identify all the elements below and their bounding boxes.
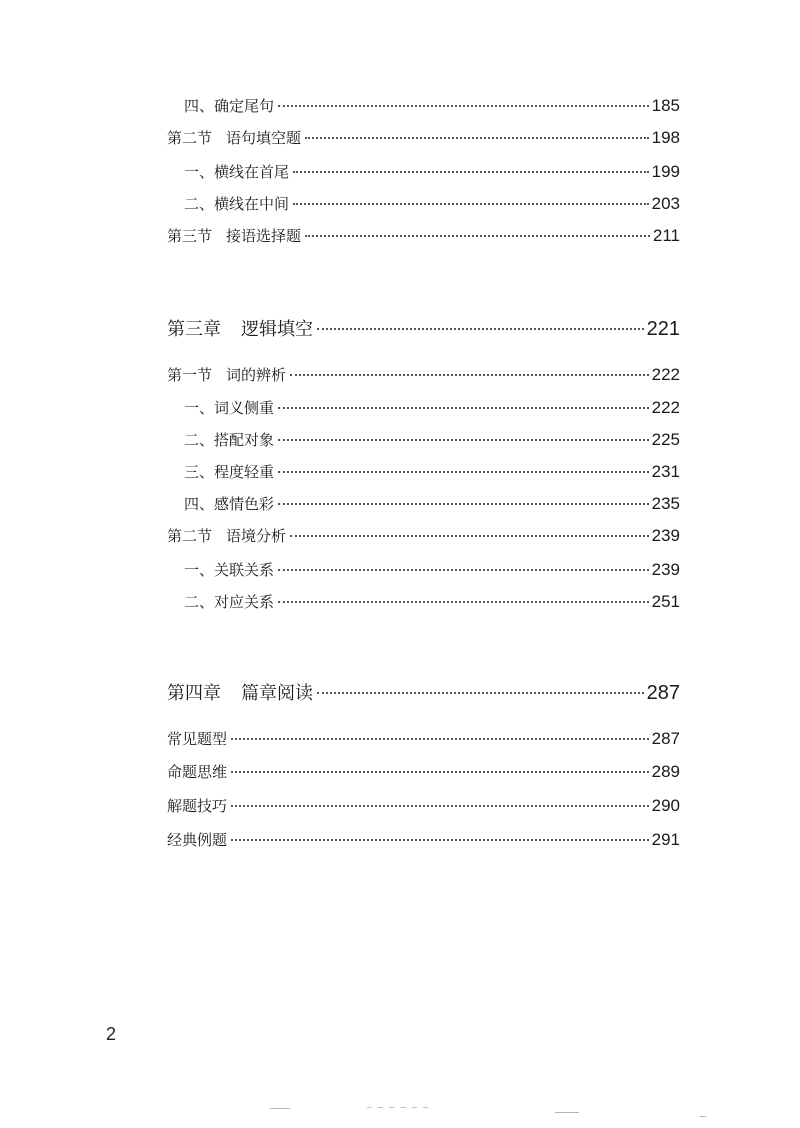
toc-entry-blank-in-middle[interactable] <box>184 194 680 214</box>
toc-entry-classic-examples[interactable] <box>167 830 680 850</box>
toc-entry-page: 222 <box>651 398 680 417</box>
toc-entry-emotional-color[interactable] <box>184 494 680 514</box>
toc-entry-page: 251 <box>651 592 680 611</box>
dot-leader <box>231 839 649 841</box>
toc-entry-title: 接语选择题 <box>226 227 302 245</box>
toc-entry-collocation[interactable] <box>184 430 680 450</box>
toc-entry-correspondence[interactable] <box>184 592 680 612</box>
toc-entry-confirm-final-sentence[interactable] <box>184 96 680 116</box>
toc-entry-title: 一、关联关系 <box>184 561 275 579</box>
dot-leader <box>293 171 649 173</box>
toc-entry-page: 291 <box>651 830 680 849</box>
toc-entry-page: 290 <box>651 796 680 815</box>
toc-entry-page: 235 <box>651 494 680 513</box>
toc-entry-page: 198 <box>651 128 680 147</box>
chapter-title: 篇章阅读 <box>241 683 313 704</box>
toc-entry-degree[interactable] <box>184 462 680 482</box>
chapter-prefix: 第三章 <box>167 319 221 340</box>
dot-leader <box>231 771 649 773</box>
dot-leader <box>305 137 649 139</box>
toc-entry-title: 语境分析 <box>226 527 287 545</box>
toc-chapter-3[interactable] <box>167 317 680 342</box>
toc-entry-solving-techniques[interactable] <box>167 796 680 816</box>
toc-entry-title: 三、程度轻重 <box>184 463 275 481</box>
dot-leader <box>317 328 644 330</box>
toc-entry-title: 四、感情色彩 <box>184 495 275 513</box>
toc-entry-page: 239 <box>651 560 680 579</box>
toc-entry-page: 222 <box>651 365 680 384</box>
toc-entry-title: 二、对应关系 <box>184 593 275 611</box>
toc-entry-title: 一、词义侧重 <box>184 399 275 417</box>
toc-entry-page: 211 <box>652 226 680 245</box>
dot-leader <box>278 569 649 571</box>
dot-leader <box>278 439 649 441</box>
toc-entry-title: 词的辨析 <box>226 366 287 384</box>
chapter-page: 221 <box>646 318 680 340</box>
chapter-page: 287 <box>646 682 680 704</box>
toc-entry-title: 命题思维 <box>167 763 228 781</box>
scan-speck <box>555 1112 579 1113</box>
toc-entry-continuation-choice[interactable] <box>167 226 680 246</box>
dot-leader <box>290 535 649 537</box>
dot-leader <box>290 374 649 376</box>
toc-entry-page: 289 <box>651 762 680 781</box>
scan-speck <box>270 1108 290 1109</box>
dot-leader <box>231 738 649 740</box>
scan-speck <box>700 1116 706 1117</box>
toc-entry-prefix: 第三节 <box>167 227 213 245</box>
toc-entry-prefix: 第二节 <box>167 527 213 545</box>
toc-entry-meaning-emphasis[interactable] <box>184 398 680 418</box>
dot-leader <box>278 503 649 505</box>
toc-entry-sentence-fill[interactable] <box>167 128 680 148</box>
toc-entry-page: 199 <box>651 162 680 181</box>
dot-leader <box>231 805 649 807</box>
toc-entry-page: 231 <box>651 462 680 481</box>
dot-leader <box>278 105 649 107</box>
chapter-title: 逻辑填空 <box>241 319 313 340</box>
dot-leader <box>305 235 650 237</box>
toc-entry-context-analysis[interactable] <box>167 526 680 546</box>
toc-entry-page: 185 <box>651 96 680 115</box>
toc-entry-title: 二、搭配对象 <box>184 431 275 449</box>
toc-entry-common-types[interactable] <box>167 729 680 749</box>
toc-entry-title: 语句填空题 <box>226 129 302 147</box>
dot-leader <box>278 471 649 473</box>
dot-leader <box>278 601 649 603</box>
toc-entry-page: 225 <box>651 430 680 449</box>
toc-entry-page: 203 <box>651 194 680 213</box>
scan-artifact: ~ ~ ~ ~ ~ ~ <box>366 1103 430 1112</box>
toc-entry-page: 239 <box>651 526 680 545</box>
toc-entry-title: 常见题型 <box>167 730 228 748</box>
toc-entry-title: 四、确定尾句 <box>184 97 275 115</box>
toc-entry-title: 经典例题 <box>167 831 228 849</box>
toc-entry-title: 一、横线在首尾 <box>184 163 290 181</box>
dot-leader <box>278 407 649 409</box>
toc-entry-correlation[interactable] <box>184 560 680 580</box>
page-number: 2 <box>106 1024 117 1044</box>
dot-leader <box>293 203 649 205</box>
toc-entry-title: 二、横线在中间 <box>184 195 290 213</box>
toc-entry-prefix: 第一节 <box>167 366 213 384</box>
toc-entry-word-discrimination[interactable] <box>167 365 680 385</box>
toc-chapter-4[interactable] <box>167 681 680 706</box>
toc-entry-page: 287 <box>651 729 680 748</box>
toc-entry-title: 解题技巧 <box>167 797 228 815</box>
toc-entry-blank-at-ends[interactable] <box>184 162 680 182</box>
dot-leader <box>317 692 644 694</box>
toc-entry-prefix: 第二节 <box>167 129 213 147</box>
toc-entry-question-thinking[interactable] <box>167 762 680 782</box>
chapter-prefix: 第四章 <box>167 683 221 704</box>
